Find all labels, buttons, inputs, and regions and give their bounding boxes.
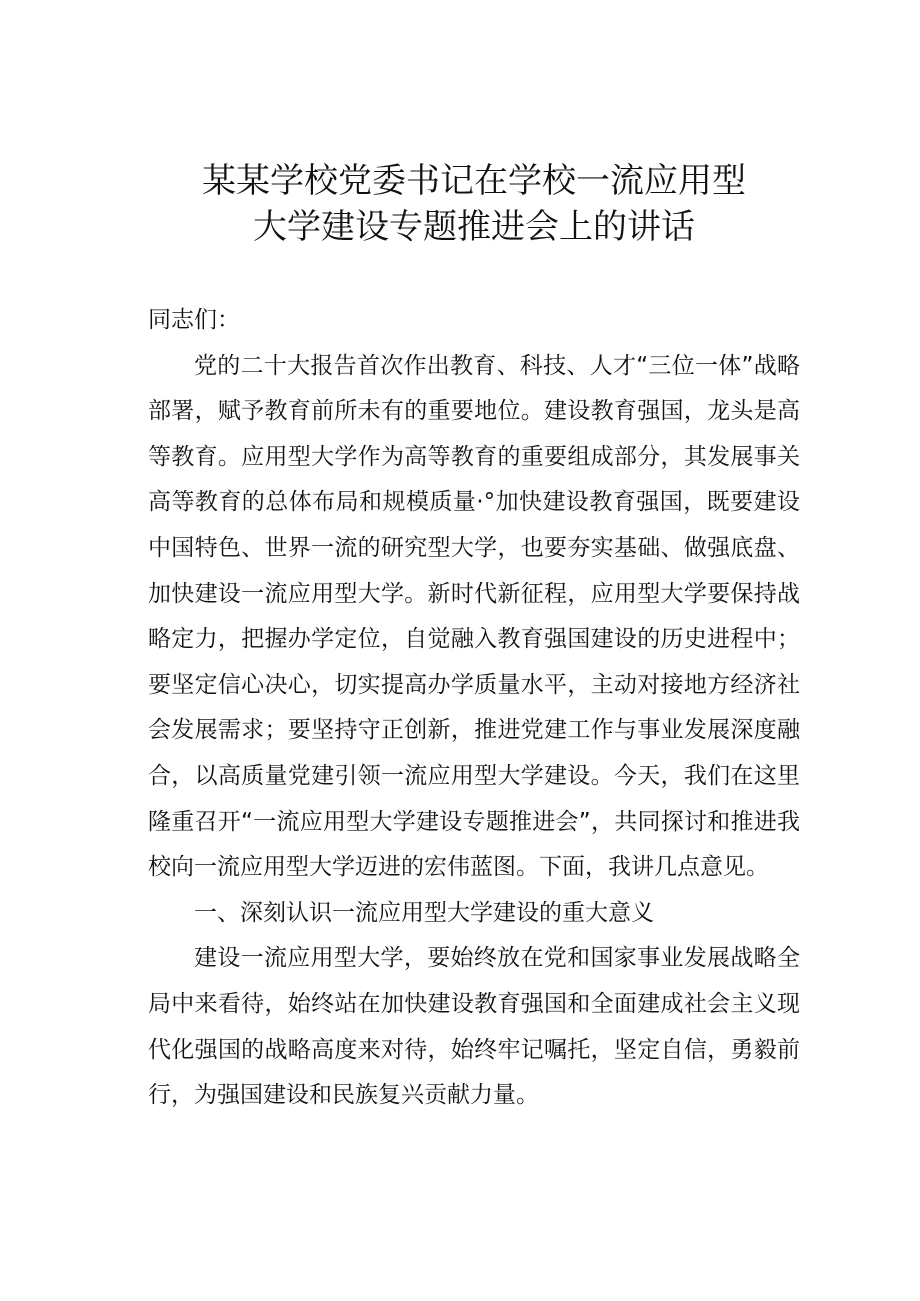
section-1-paragraph: 建设一流应用型大学，要始终放在党和国家事业发展战略全局中来看待，始终站在加快建设教育强国和全面建成社会主义现代化强国的战略高度来对待，始终牢记嘱托，坚定自信，勇毅前行，为强国建设和民族复兴贡献力量。 bbox=[148, 945, 800, 1109]
title-line-2: 大学建设专题推进会上的讲话 bbox=[253, 207, 695, 247]
document-body bbox=[148, 298, 800, 1119]
section-heading-1: 一、深刻认识一流应用型大学建设的重大意义 bbox=[194, 899, 654, 926]
intro-paragraph: 党的二十大报告首次作出教育、科技、人才“三位一体”战略部署，赋予教育前所未有的重要地位。建设教育强国，龙头是高等教育。应用型大学作为高等教育的重要组成部分，其发展事关高等教育的总体布局和规模质量·°加快建设教育强国，既要建设中国特色、世界一流的研究型大学，也要夯实基础、做强底盘、加快建设一流应用型大学。新时代新征程，应用型大学要保持战略定力，把握办学定位，自觉融入教育强国建设的历史进程中；要坚定信心决心，切实提高办学质量水平，主动对接地方经济社会发展需求；要坚持守正创新，推进党建工作与事业发展深度融合，以高质量党建引领一流应用型大学建设。今天，我们在这里隆重召开“一流应用型大学建设专题推进会”，共同探讨和推进我校向一流应用型大学迈进的宏伟蓝图。下面，我讲几点意见。 bbox=[148, 352, 800, 881]
document-title bbox=[148, 158, 800, 250]
title-line-1: 某某学校党委书记在学校一流应用型 bbox=[202, 161, 746, 201]
salutation: 同志们： bbox=[148, 307, 240, 333]
